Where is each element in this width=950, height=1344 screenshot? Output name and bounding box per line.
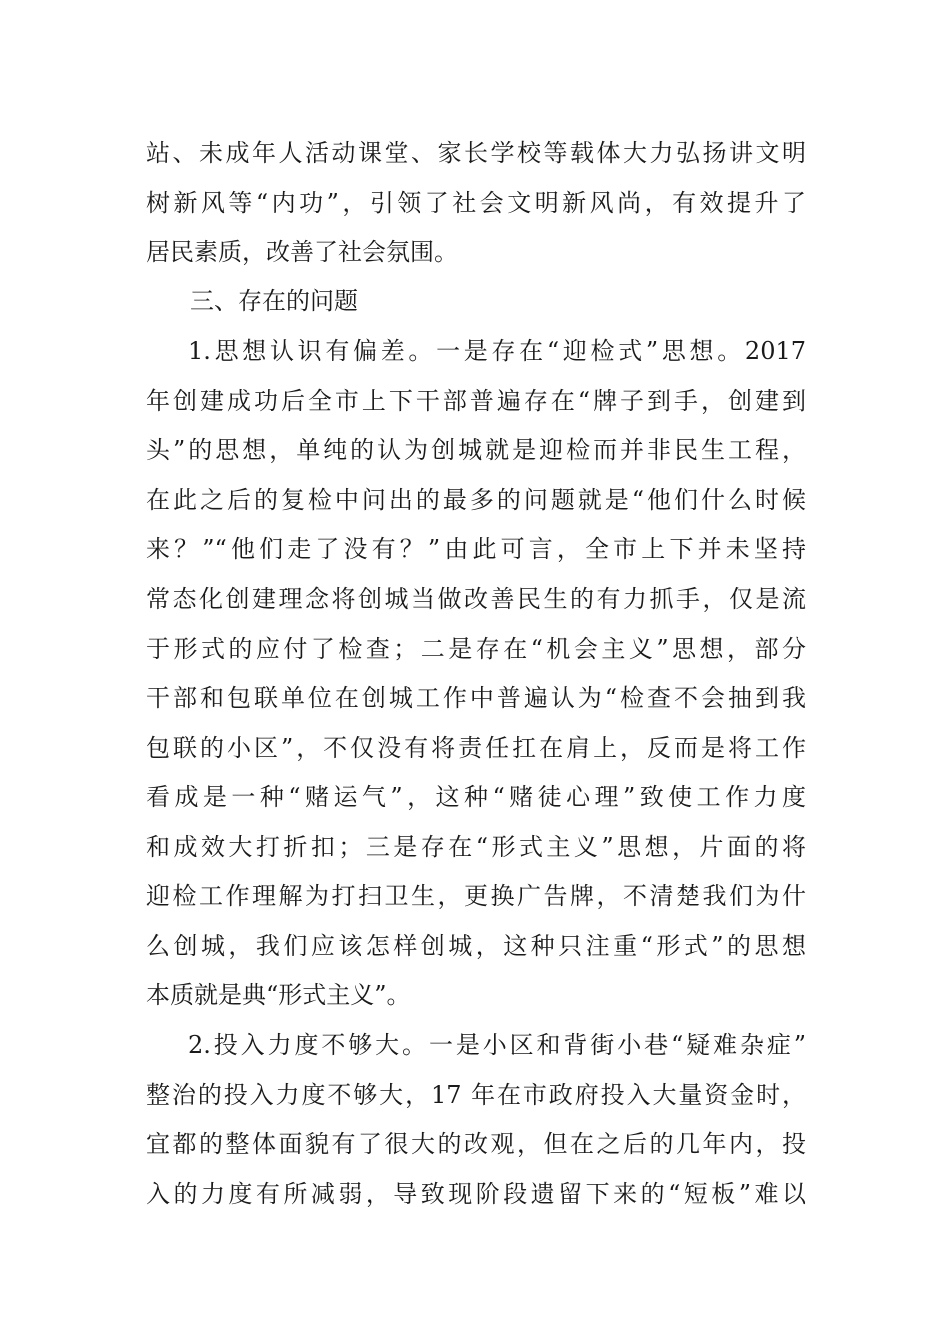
paragraph-line: 宜都的整体面貌有了很大的改观，但在之后的几年内，投 bbox=[146, 1130, 806, 1158]
paragraph-line: 迎检工作理解为打扫卫生，更换广告牌，不清楚我们为什 bbox=[146, 882, 806, 910]
paragraph-line: 和成效大打折扣；三是存在“形式主义”思想，片面的将 bbox=[146, 833, 806, 861]
paragraph-line: 常态化创建理念将创城当做改善民生的有力抓手，仅是流 bbox=[146, 585, 806, 613]
paragraph-line: 在此之后的复检中问出的最多的问题就是“他们什么时候 bbox=[146, 486, 806, 514]
paragraph-line: 站、未成年人活动课堂、家长学校等载体大力弘扬讲文明 bbox=[146, 139, 806, 167]
paragraph-line: 干部和包联单位在创城工作中普遍认为“检查不会抽到我 bbox=[146, 684, 806, 712]
paragraph-line: 2.投入力度不够大。一是小区和背街小巷“疑难杂症” bbox=[188, 1031, 806, 1059]
paragraph-line: 树新风等“内功”，引领了社会文明新风尚，有效提升了 bbox=[146, 189, 806, 217]
paragraph-line: 年创建成功后全市上下干部普遍存在“牌子到手，创建到 bbox=[146, 387, 806, 415]
paragraph-line: 1.思想认识有偏差。一是存在“迎检式”思想。2017 bbox=[188, 337, 806, 365]
paragraph-line: 入的力度有所减弱，导致现阶段遗留下来的“短板”难以 bbox=[146, 1180, 806, 1208]
paragraph-line: 么创城，我们应该怎样创城，这种只注重“形式”的思想 bbox=[146, 932, 806, 960]
paragraph-line: 于形式的应付了检查；二是存在“机会主义”思想，部分 bbox=[146, 635, 806, 663]
paragraph-line: 本质就是典“形式主义”。 bbox=[146, 981, 411, 1009]
paragraph-line: 居民素质，改善了社会氛围。 bbox=[146, 238, 458, 266]
paragraph-line: 看成是一种“赌运气”，这种“赌徒心理”致使工作力度 bbox=[146, 783, 806, 811]
paragraph-line: 整治的投入力度不够大，17 年在市政府投入大量资金时， bbox=[146, 1081, 806, 1109]
section-heading: 三、存在的问题 bbox=[190, 287, 358, 315]
paragraph-line: 头”的思想，单纯的认为创城就是迎检而并非民生工程， bbox=[146, 436, 806, 464]
paragraph-line: 来？”“他们走了没有？”由此可言，全市上下并未坚持 bbox=[146, 535, 806, 563]
paragraph-line: 包联的小区”，不仅没有将责任扛在肩上，反而是将工作 bbox=[146, 734, 806, 762]
